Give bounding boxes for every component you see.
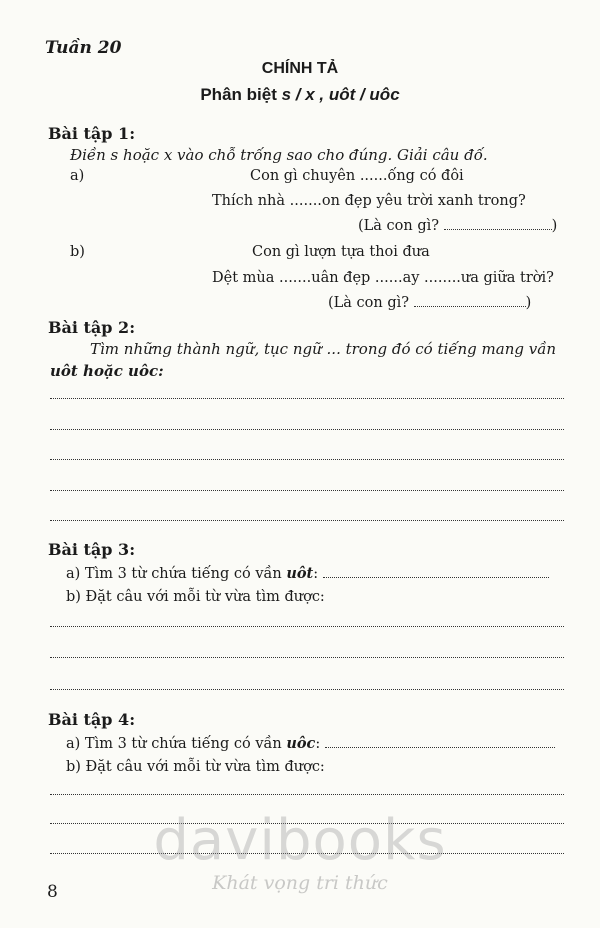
answer-line[interactable] <box>50 626 564 627</box>
week-label: Tuần 20 <box>45 38 122 58</box>
exercise-4a-blank[interactable] <box>325 747 555 748</box>
answer-line[interactable] <box>50 490 564 491</box>
exercise-2-heading: Bài tập 2: <box>48 318 136 337</box>
riddle-a-line-1: Con gì chuyên ......ống có đôi <box>250 168 464 184</box>
exercise-1a-label: a) <box>70 168 85 184</box>
page-number: 8 <box>47 882 58 902</box>
subtitle-focus: s / x , uôt / uôc <box>281 85 400 104</box>
answer-line[interactable] <box>50 689 564 690</box>
riddle-b-close: ) <box>525 295 532 311</box>
exercise-4a <box>66 735 555 752</box>
riddle-a-answer-blank[interactable] <box>444 229 552 230</box>
exercise-4b: b) Đặt câu với mỗi từ vừa tìm được: <box>66 759 325 775</box>
exercise-2-instruction: Tìm những thành ngữ, tục ngữ ... trong đó có tiếng mang vần <box>90 340 557 358</box>
riddle-b-answer <box>328 295 531 311</box>
exercise-3b: b) Đặt câu với mỗi từ vừa tìm được: <box>66 589 325 605</box>
exercise-1-heading: Bài tập 1: <box>48 124 136 143</box>
answer-line[interactable] <box>50 794 564 795</box>
answer-line[interactable] <box>50 398 564 399</box>
watermark-slogan: Khát vọng tri thức <box>212 872 388 894</box>
page-title: CHÍNH TẢ <box>261 60 339 77</box>
riddle-b-line-2: Dệt mùa .......uân đẹp ......ay ........ưa giữa trời? <box>212 270 554 286</box>
exercise-3a-colon: : <box>313 566 319 582</box>
riddle-a-question: (Là con gì? <box>358 218 440 234</box>
watermark-logo: davibooks <box>153 808 447 873</box>
exercise-3a-rhyme: uôt <box>286 565 314 582</box>
riddle-b-line-1: Con gì lượn tựa thoi đưa <box>252 244 430 260</box>
exercise-4-heading: Bài tập 4: <box>48 710 136 729</box>
exercise-1-instruction: Điền s hoặc x vào chỗ trống sao cho đúng. Giải câu đố. <box>70 146 488 164</box>
answer-line[interactable] <box>50 657 564 658</box>
riddle-a-answer <box>358 218 557 234</box>
exercise-2-rhymes: uôt hoặc uôc: <box>50 362 164 380</box>
exercise-3a-blank[interactable] <box>323 577 549 578</box>
exercise-4a-rhyme: uôc <box>286 735 316 752</box>
riddle-b-answer-blank[interactable] <box>414 306 526 307</box>
subtitle-prefix: Phân biệt <box>200 85 282 104</box>
riddle-b-question: (Là con gì? <box>328 295 410 311</box>
exercise-3a <box>66 565 549 582</box>
answer-line[interactable] <box>50 429 564 430</box>
exercise-3-heading: Bài tập 3: <box>48 540 136 559</box>
riddle-a-line-2: Thích nhà .......on đẹp yêu trời xanh trong? <box>212 193 526 209</box>
answer-line[interactable] <box>50 459 564 460</box>
riddle-a-close: ) <box>551 218 558 234</box>
exercise-1b-label: b) <box>70 244 85 260</box>
exercise-3a-text: a) Tìm 3 từ chứa tiếng có vần <box>66 566 287 582</box>
answer-line[interactable] <box>50 520 564 521</box>
exercise-4a-colon: : <box>315 736 321 752</box>
page-subtitle <box>0 85 600 105</box>
exercise-4a-text: a) Tìm 3 từ chứa tiếng có vần <box>66 736 287 752</box>
